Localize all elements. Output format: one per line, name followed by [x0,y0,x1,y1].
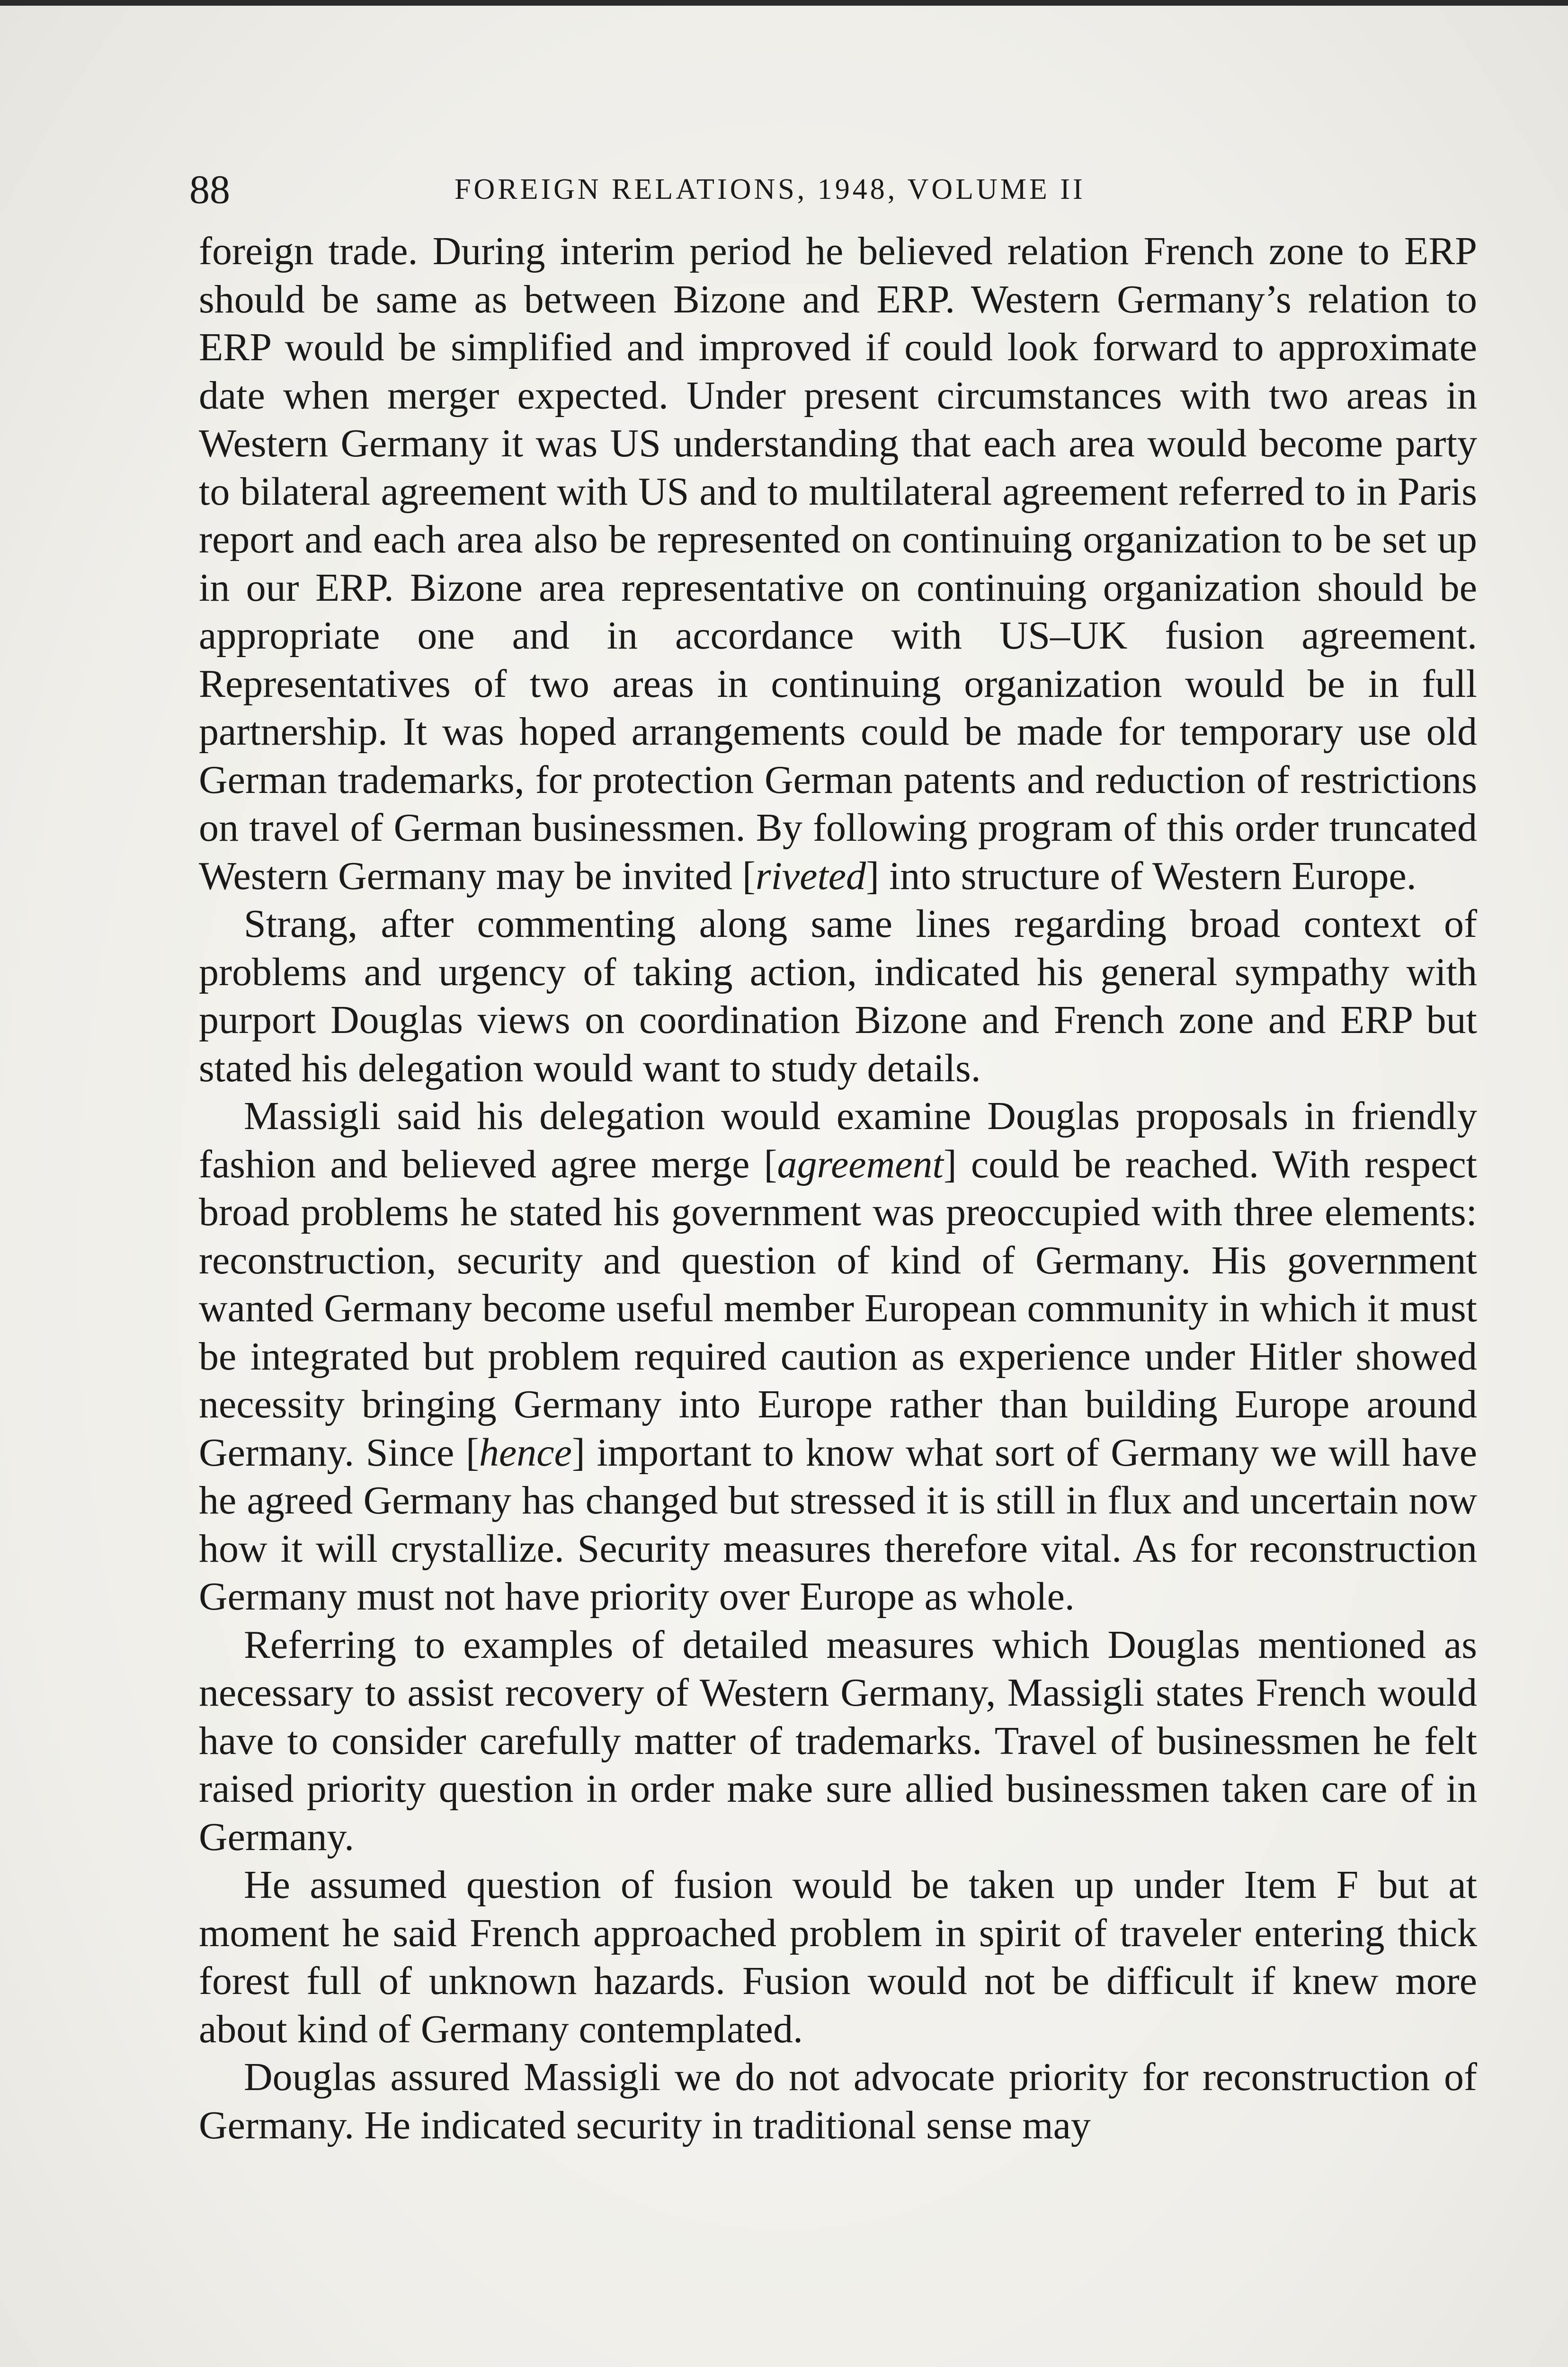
bracketed-correction: riveted [755,854,866,898]
text-segment: ] into structure of Western Europe. [866,854,1417,898]
paragraph-6 [199,2053,1477,2149]
scan-edge [0,0,1568,6]
paragraph-3 [199,1092,1477,1621]
text-segment: He assumed question of fusion would be taken up under Item F but at moment he said French approached problem in spirit of traveler entering thick forest full of unknown hazards. Fusion would not be difficult if knew more about kind of Germany contemplated. [199,1863,1477,2051]
text-segment: ] important to know what sort of Germany we will have he agreed Germany has changed but stressed it is still in flux and uncertain now how it will crystallize. Security measures therefore vital. As for reconstruction Germany must not have priority over Europe as whole. [199,1430,1477,1619]
bracketed-correction: agreement [777,1142,944,1186]
paragraph-1 [199,227,1477,900]
page-header [189,163,1496,215]
paragraph-5 [199,1861,1477,2053]
text-segment: Douglas assured Massigli we do not advocate priority for reconstruction of Germany. He indicated security in traditional sense may [199,2055,1477,2147]
page-number: 88 [189,167,230,212]
paragraph-4 [199,1621,1477,1861]
bracketed-correction: hence [479,1430,572,1475]
body-text [199,227,1477,2149]
text-segment: ] could be reached. With respect broad problems he stated his government was preoccupied with three elements: reconstruction, security and question of kind of Germany. His government wanted Germany become useful member European community in which it must be integrated but problem required caution as experience under Hitler showed necessity bringing Germany into Europe rather than building Europe around Germany. Since [ [199,1142,1477,1475]
running-head: FOREIGN RELATIONS, 1948, VOLUME II [454,173,1086,205]
paragraph-2 [199,900,1477,1092]
text-segment: Massigli said his delegation would examine Douglas proposals in friendly fashion and believed agree merge [ [199,1094,1477,1186]
text-segment: foreign trade. During interim period he believed relation French zone to ERP should be same as between Bizone and ERP. Western Germany’s relation to ERP would be simplified and improved if could look forward to approximate date when merger expected. Under present circumstances with two areas in Western Germany it was US understanding that each area would become party to bilateral agreement with US and to multilateral agreement referred to in Paris report and each area also be represented on continuing organization to be set up in our ERP. Bizone area representative on continuing organization should be appropriate one and in accordance with US–UK fusion agreement. Representatives of two areas in continuing organization would be in full partnership. It was hoped arrangements could be made for temporary use old German trademarks, for protection German patents and reduction of restrictions on travel of German businessmen. By following program of this order truncated Western Germany may be invited [ [199,229,1477,898]
text-segment: Referring to examples of detailed measures which Douglas mentioned as necessary to assist recovery of Western Germany, Massigli states French would have to consider carefully matter of trademarks. Travel of businessmen he felt raised priority question in order make sure allied businessmen taken care of in Germany. [199,1622,1477,1859]
text-segment: Strang, after commenting along same lines regarding broad context of problems and urgency of taking action, indicated his general sympathy with purport Douglas views on coordination Bizone and French zone and ERP but stated his delegation would want to study details. [199,902,1477,1090]
